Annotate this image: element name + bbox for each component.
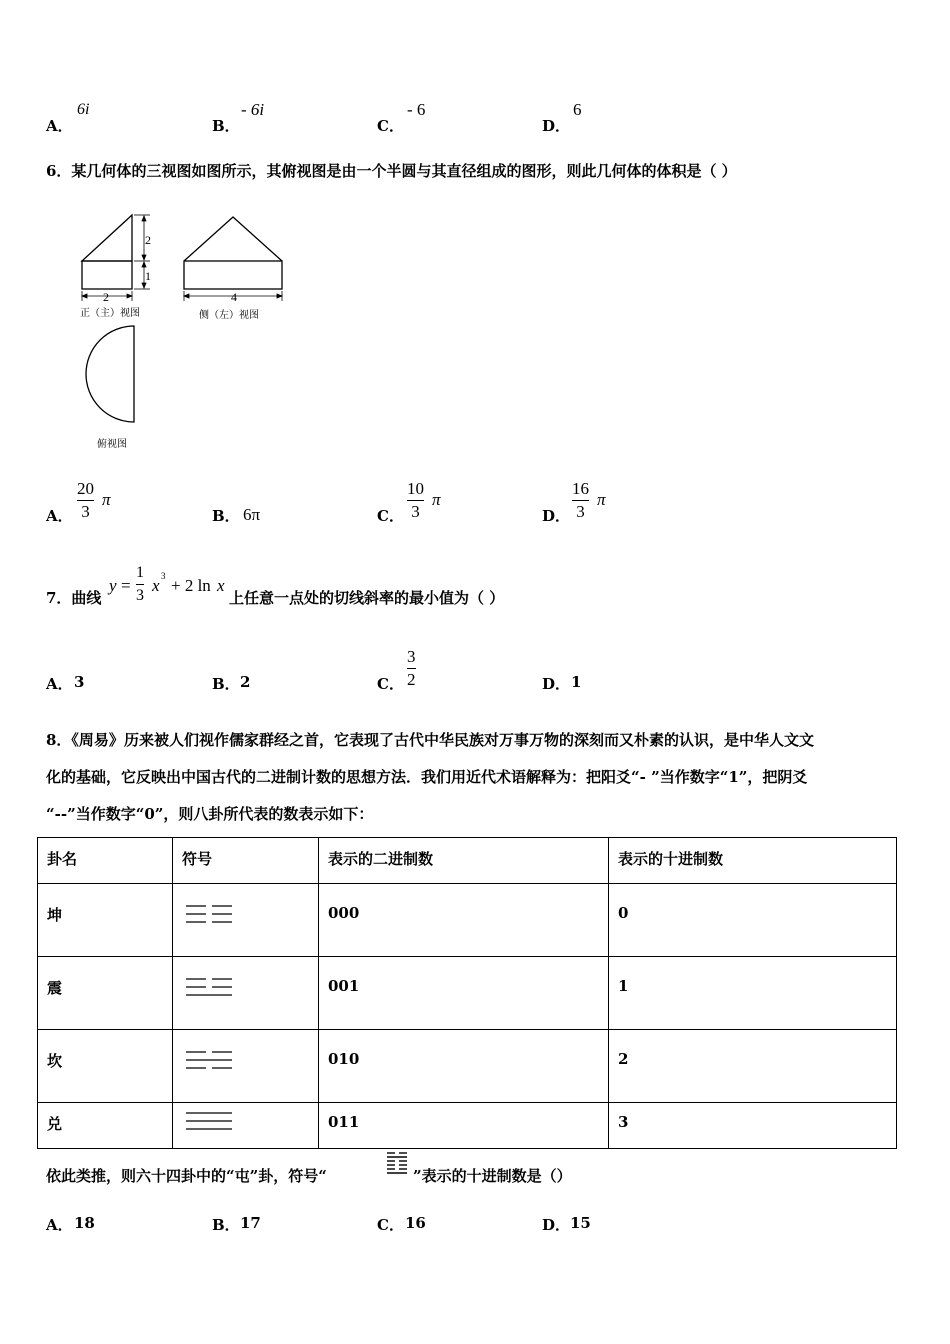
bagua-table xyxy=(37,837,897,1149)
q7-option-c-numerator: 3 xyxy=(407,647,416,666)
q8-option-d-value: 15 xyxy=(570,1214,591,1232)
row-binary: 000 xyxy=(319,884,609,957)
row-decimal: 3 xyxy=(609,1103,897,1149)
q7-option-b-value: 2 xyxy=(240,673,251,691)
trigram-kun-symbol xyxy=(173,884,319,957)
q5-option-c-letter: C． xyxy=(377,117,404,135)
q6-option-d-pi: π xyxy=(597,490,606,509)
q7-formula-y: y xyxy=(109,576,117,595)
q8-option-c-value: 16 xyxy=(405,1214,426,1232)
row-binary: 010 xyxy=(319,1030,609,1103)
q7-formula-denominator: 3 xyxy=(136,587,144,604)
q8-line-3: “--”当作数字“0”，则八卦所代表的数表示如下： xyxy=(46,805,374,823)
q7-formula-exponent: 3 xyxy=(161,571,166,581)
q7-option-b-letter: B． xyxy=(212,675,240,693)
q7-option-c-denominator: 2 xyxy=(407,670,416,689)
q6-option-d-numerator: 16 xyxy=(572,479,589,498)
q7-option-d-value: 1 xyxy=(571,673,582,691)
table-header-row xyxy=(38,838,897,884)
top-view-caption: 俯视图 xyxy=(97,439,127,450)
q6-option-a-pi: π xyxy=(102,490,111,509)
q6-option-c-denominator: 3 xyxy=(411,502,420,521)
q6-option-b-letter: B． xyxy=(212,507,240,525)
q6-option-a-numerator: 20 xyxy=(77,479,94,498)
row-name: 震 xyxy=(38,957,173,1030)
row-decimal: 1 xyxy=(609,957,897,1030)
q6-option-d-fraction xyxy=(572,479,589,522)
trigram-zhen-symbol xyxy=(173,957,319,1030)
table-row xyxy=(38,957,897,1030)
q7-option-d-letter: D． xyxy=(542,675,571,693)
row-name: 坎 xyxy=(38,1030,173,1103)
q8-option-b-letter: B． xyxy=(212,1216,240,1234)
table-row xyxy=(38,1030,897,1103)
q7-formula-eq: = xyxy=(121,576,131,595)
front-view-caption: 正（主）视图 xyxy=(80,308,140,319)
header-cell-name: 卦名 xyxy=(38,838,173,884)
fraction-bar xyxy=(407,668,416,669)
q7-option-c-fraction xyxy=(407,647,416,690)
q5-option-b-value: - 6i xyxy=(241,100,265,119)
q7-formula-rest: + 2 ln xyxy=(171,576,211,595)
row-decimal: 2 xyxy=(609,1030,897,1103)
q5-option-d-letter: D． xyxy=(542,117,571,135)
dim-label-2-height: 2 xyxy=(145,233,151,247)
side-view xyxy=(184,217,282,289)
header-cell-binary: 表示的二进制数 xyxy=(319,838,609,884)
q6-option-c-numerator: 10 xyxy=(407,479,424,498)
trigram-zhen-icon xyxy=(182,975,232,999)
q7-formula-fraction xyxy=(136,563,144,606)
q5-option-d-value: 6 xyxy=(573,100,582,119)
row-name: 兑 xyxy=(38,1103,173,1149)
q8-option-d-letter: D． xyxy=(542,1216,571,1234)
q8-line-1: 8．《周易》历来被人们视作儒家群经之首，它表现了古代中华民族对万事万物的深刻而又朴素的认识，是中华人文文 xyxy=(46,731,814,749)
q6-option-c-letter: C． xyxy=(377,507,404,525)
top-view xyxy=(86,326,134,422)
row-binary: 011 xyxy=(319,1103,609,1149)
header-cell-decimal: 表示的十进制数 xyxy=(609,838,897,884)
trigram-kun-icon xyxy=(182,902,232,926)
q8-line-2: 化的基础，它反映出中国古代的二进制计数的思想方法．我们用近代术语解释为：把阳爻“- ”当作数字“1”，把阴爻 xyxy=(46,768,808,786)
q6-option-c-fraction xyxy=(407,479,424,522)
fraction-bar xyxy=(136,584,144,585)
front-view xyxy=(82,215,132,289)
q7-option-a-letter: A． xyxy=(46,675,73,693)
q6-option-a-letter: A． xyxy=(46,507,73,525)
trigram-dui-symbol xyxy=(173,1103,319,1149)
q7-prefix: 7．曲线 xyxy=(46,589,102,607)
q6-option-c-pi: π xyxy=(432,490,441,509)
q7-formula-numerator: 1 xyxy=(136,564,144,581)
trigram-dui-icon xyxy=(182,1109,232,1133)
q8-option-b-value: 17 xyxy=(240,1214,261,1232)
q8-option-a-letter: A． xyxy=(46,1216,73,1234)
q8-follow-suffix: ”表示的十进制数是（） xyxy=(413,1167,572,1185)
table-row xyxy=(38,884,897,957)
three-view-figure xyxy=(70,205,300,455)
q5-option-a-letter: A． xyxy=(46,117,73,135)
q7-option-c-letter: C． xyxy=(377,675,404,693)
q7-formula-x2: x xyxy=(217,576,225,595)
header-cell-symbol: 符号 xyxy=(173,838,319,884)
q7-option-a-value: 3 xyxy=(74,673,85,691)
row-decimal: 0 xyxy=(609,884,897,957)
q5-option-b-letter: B． xyxy=(212,117,240,135)
q6-option-a-denominator: 3 xyxy=(81,502,90,521)
q6-question-text: 6．某几何体的三视图如图所示，其俯视图是由一个半圆与其直径组成的图形，则此几何体的体积是（ ） xyxy=(46,162,737,180)
q6-option-d-letter: D． xyxy=(542,507,571,525)
hexagram-zhun-icon xyxy=(385,1150,411,1180)
table-row xyxy=(38,1103,897,1149)
q8-option-a-value: 18 xyxy=(74,1214,95,1232)
fraction-bar xyxy=(407,500,424,501)
dim-label-4-width: 4 xyxy=(231,290,237,304)
side-view-caption: 侧（左）视图 xyxy=(199,310,259,321)
dim-label-1-height: 1 xyxy=(145,269,151,283)
trigram-kan-symbol xyxy=(173,1030,319,1103)
q8-option-c-letter: C． xyxy=(377,1216,404,1234)
row-name: 坤 xyxy=(38,884,173,957)
trigram-kan-icon xyxy=(182,1048,232,1072)
fraction-bar xyxy=(77,500,94,501)
q7-formula-x: x xyxy=(152,576,160,595)
q7-suffix: 上任意一点处的切线斜率的最小值为（ ） xyxy=(229,589,505,607)
q6-option-a-fraction xyxy=(77,479,94,522)
q8-follow-prefix: 依此类推，则六十四卦中的“屯”卦，符号“ xyxy=(46,1167,327,1185)
fraction-bar xyxy=(572,500,589,501)
q5-option-a-value: 6i xyxy=(77,101,90,118)
dim-label-2-width: 2 xyxy=(103,290,109,304)
row-binary: 001 xyxy=(319,957,609,1030)
q5-option-c-value: - 6 xyxy=(407,100,426,119)
q6-option-d-denominator: 3 xyxy=(576,502,585,521)
q6-option-b-value: 6π xyxy=(243,505,261,524)
